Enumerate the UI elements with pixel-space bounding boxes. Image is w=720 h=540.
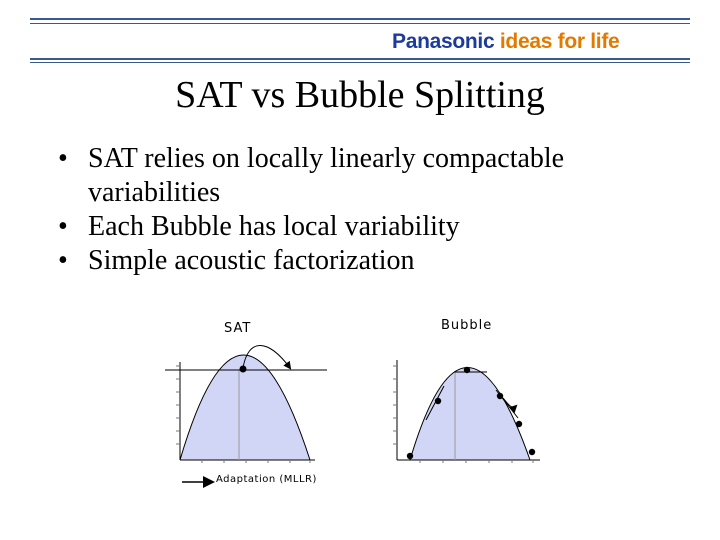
sat-point — [240, 366, 247, 373]
bubble-label: Bubble — [441, 318, 493, 333]
bullet-text: Simple acoustic factorization — [88, 245, 415, 276]
bullet-dot: • — [58, 143, 68, 174]
sat-plot — [165, 346, 327, 464]
bubble-plot — [393, 360, 540, 463]
bubble-point — [407, 453, 413, 459]
bubble-curve-fill — [410, 368, 530, 461]
bullet-text: SAT relies on locally linearly compactable variabilities — [88, 143, 565, 208]
bullet-text: Each Bubble has local variability — [88, 211, 460, 242]
bullet-dot: • — [58, 211, 68, 242]
sat-label: SAT — [224, 321, 252, 336]
logo-tagline: ideas for life — [499, 30, 620, 53]
bullet-dot: • — [58, 245, 68, 276]
bubble-y-ticks — [393, 366, 397, 444]
bubble-point — [464, 367, 470, 373]
sat-y-ticks — [176, 366, 180, 444]
legend-label: Adaptation (MLLR) — [216, 474, 317, 485]
bubble-point — [497, 393, 503, 399]
logo-brand: Panasonic — [392, 30, 495, 53]
bubble-point — [529, 449, 535, 455]
bubble-point — [516, 421, 522, 427]
bubble-point — [435, 398, 441, 404]
slide-title: SAT vs Bubble Splitting — [175, 74, 545, 116]
